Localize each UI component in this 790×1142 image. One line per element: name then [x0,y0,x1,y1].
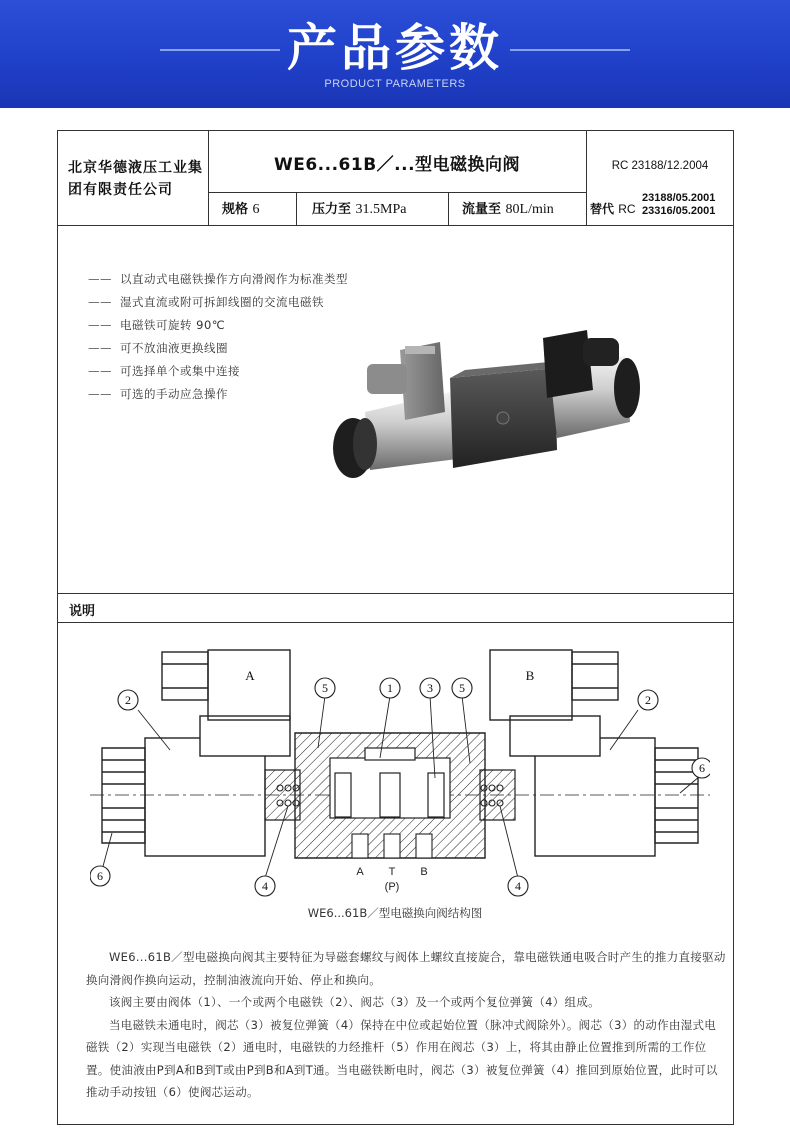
description-paragraph: 该阀主要由阀体（1）、一个或两个电磁铁（2）、阀芯（3）及一个或两个复位弹簧（4）组成。 [109,995,600,1009]
product-title: WE6...61B／...型电磁换向阀 [273,155,521,175]
description-paragraph: WE6...61B／型电磁换向阀其主要特征为导磁套螺纹与阀体上螺纹直接旋合，靠电磁铁通电吸合时产生的推力直接驱动换向滑阀作换向运动，控制油液流向开始、停止和换向。 [86,950,726,987]
feature-item [88,360,348,383]
valve-product-photo [325,320,645,480]
callout-4-left: 4 [262,879,268,893]
port-t-label: T [388,866,396,878]
description [86,946,726,1104]
solenoid-b-label: B [525,668,535,683]
feature-dash: —— [88,387,112,401]
callout-2-right: 2 [645,693,651,707]
spec-size [222,198,260,218]
banner-title: 产品参数 [287,19,503,77]
callout-6-right: 6 [699,761,705,775]
spec-pressure [312,198,407,218]
spec-size-label: 规格 [222,202,249,217]
callout-1: 1 [387,681,393,695]
replace-rc: RC [618,202,636,216]
header-divider [208,192,586,193]
feature-item [88,291,348,314]
feature-list [88,268,348,406]
company-name: 北京华德液压工业集团有限责任公司 [68,160,203,198]
feature-text: 电磁铁可旋转 90℃ [120,318,226,332]
feature-text: 可选择单个或集中连接 [120,364,240,378]
callout-5-right: 5 [459,681,465,695]
section-title: 说明 [69,604,96,619]
section-top-line [57,593,734,594]
feature-dash: —— [88,318,112,332]
feature-text: 可选的手动应急操作 [120,387,228,401]
callout-4-right: 4 [515,879,521,893]
feature-text: 以直动式电磁铁操作方向滑阀作为标准类型 [120,272,348,286]
feature-dash: —— [88,341,112,355]
feature-dash: —— [88,364,112,378]
spec-flow-value: 80L/min [505,202,554,217]
replace-values [642,192,715,218]
callout-2-left: 2 [125,693,131,707]
diagram-caption: WE6...61B／型电磁换向阀结构图 [307,906,483,920]
feature-text: 可不放油液更换线圈 [120,341,228,355]
spec-pressure-value: 31.5MPa [355,202,407,217]
callout-6-left: 6 [97,869,103,883]
spec-flow-label: 流量至 [462,202,502,217]
feature-item [88,383,348,406]
feature-dash: —— [88,272,112,286]
header-col-divider-2 [586,130,587,225]
callout-3: 3 [427,681,433,695]
replace-label-text: 替代 [590,202,615,216]
spec-col-divider-2 [448,192,449,225]
feature-item [88,268,348,291]
standard-number: RC 23188/12.2004 [611,160,709,172]
section-bottom-line [57,622,734,623]
port-b-label: B [420,866,428,878]
solenoid-a-label: A [245,668,255,683]
replace-value: 23316/05.2001 [642,205,716,217]
spec-col-divider-1 [296,192,297,225]
replace-value: 23188/05.2001 [642,192,716,204]
header-banner [0,0,790,108]
valve-structure-diagram [90,638,710,903]
feature-item [88,314,348,337]
spec-flow [462,198,554,218]
spec-size-value: 6 [252,202,260,217]
description-paragraph: 当电磁铁未通电时，阀芯（3）被复位弹簧（4）保持在中位或起始位置（脉冲式阀除外）。阀芯（3）的动作由湿式电磁铁（2）实现当电磁铁（2）通电时，电磁铁的力经推杆（5）作用在阀芯（3）上，将其由静止位置推到所需的工作位置。使油液由P到A和B到T或由P到B和A到T通。当电磁铁断电时，阀芯（3）被复位弹簧（4）推回到原始位置，此时可以推动手动按钮（6）使阀芯运动。 [86,1017,718,1099]
port-p-label: (P) [384,881,400,893]
feature-text: 湿式直流或附可拆卸线圈的交流电磁铁 [120,295,324,309]
header-col-divider-1 [208,130,209,225]
header-bottom-line [57,225,734,226]
feature-item [88,337,348,360]
banner-subtitle: PRODUCT PARAMETERS [324,78,466,90]
spec-pressure-label: 压力至 [312,202,352,217]
feature-dash: —— [88,295,112,309]
port-a-label: A [356,866,364,878]
replace-label [590,200,636,217]
callout-5-left: 5 [322,681,328,695]
